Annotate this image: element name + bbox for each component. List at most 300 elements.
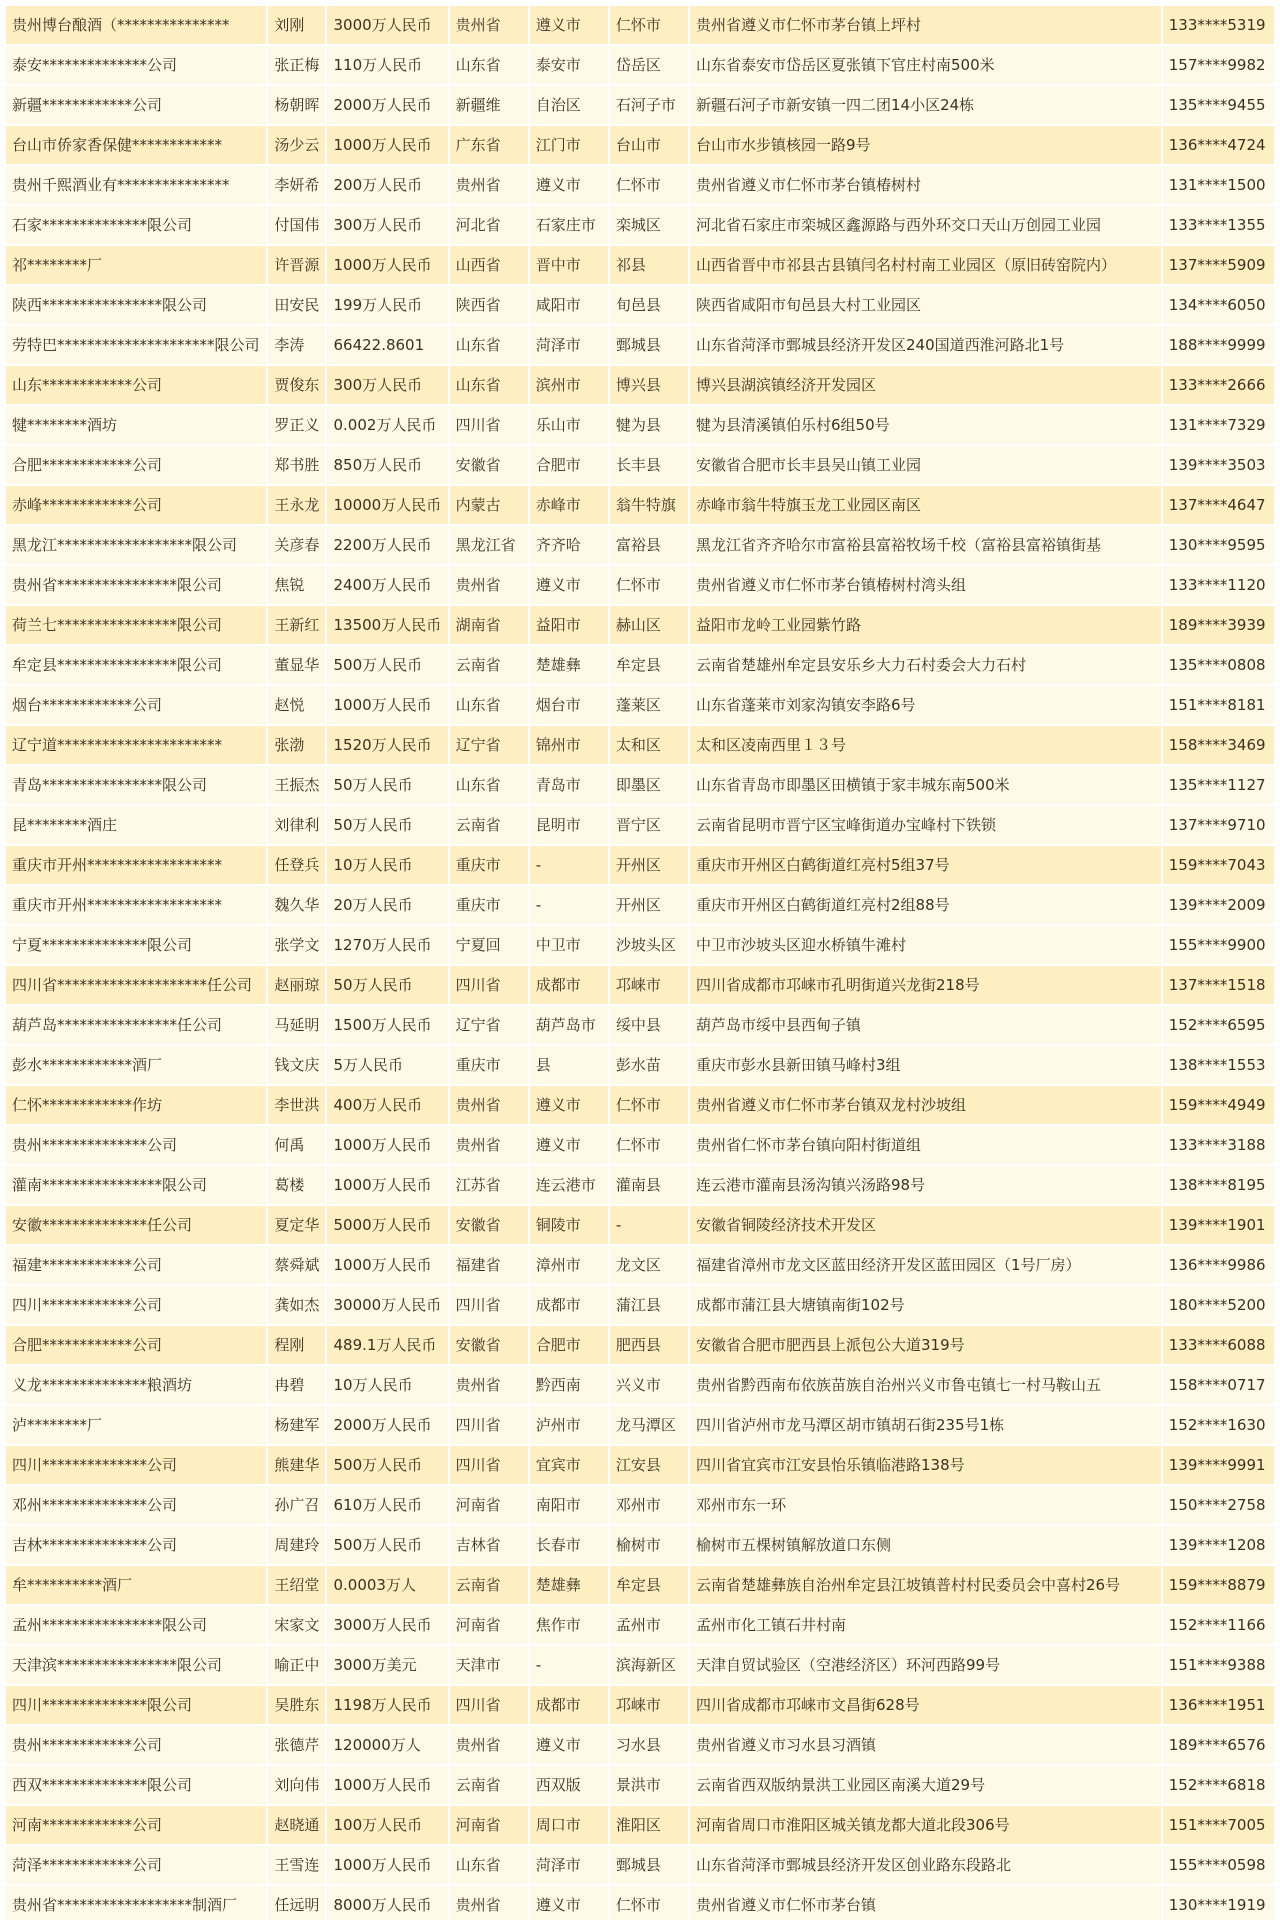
- registered-capital-cell: 10000万人民币: [327, 486, 447, 524]
- city-cell: 漳州市: [530, 1246, 608, 1284]
- legal-representative-cell: 宋家文: [268, 1606, 325, 1644]
- address-cell: 贵州省遵义市仁怀市茅台镇上坪村: [690, 6, 1161, 44]
- city-cell: 晋中市: [530, 246, 608, 284]
- phone-cell: 133****2666: [1163, 366, 1274, 404]
- district-cell: 邛崃市: [610, 1686, 688, 1724]
- address-cell: 葫芦岛市绥中县西甸子镇: [690, 1006, 1161, 1044]
- company-name-cell: 天津滨****************限公司: [6, 1646, 266, 1684]
- table-row: [6, 606, 1274, 644]
- legal-representative-cell: 龚如杰: [268, 1286, 325, 1324]
- province-cell: 贵州省: [450, 166, 528, 204]
- legal-representative-cell: 赵悦: [268, 686, 325, 724]
- province-cell: 山东省: [450, 1846, 528, 1884]
- address-cell: 河南省周口市淮阳区城关镇龙都大道北段306号: [690, 1806, 1161, 1844]
- province-cell: 山东省: [450, 326, 528, 364]
- registered-capital-cell: 5万人民币: [327, 1046, 447, 1084]
- phone-cell: 139****1901: [1163, 1206, 1274, 1244]
- legal-representative-cell: 王绍堂: [268, 1566, 325, 1604]
- district-cell: 肥西县: [610, 1326, 688, 1364]
- phone-cell: 136****1951: [1163, 1686, 1274, 1724]
- table-row: [6, 566, 1274, 604]
- registered-capital-cell: 500万人民币: [327, 1526, 447, 1564]
- table-row: [6, 846, 1274, 884]
- company-name-cell: 犍********酒坊: [6, 406, 266, 444]
- address-cell: 贵州省遵义市仁怀市茅台镇椿树村湾头组: [690, 566, 1161, 604]
- company-name-cell: 合肥************公司: [6, 1326, 266, 1364]
- table-row: [6, 1366, 1274, 1404]
- registered-capital-cell: 0.002万人民币: [327, 406, 447, 444]
- address-cell: 山东省菏泽市鄄城县经济开发区240国道西淮河路北1号: [690, 326, 1161, 364]
- district-cell: 蓬莱区: [610, 686, 688, 724]
- phone-cell: 151****7005: [1163, 1806, 1274, 1844]
- registered-capital-cell: 500万人民币: [327, 1446, 447, 1484]
- province-cell: 河北省: [450, 206, 528, 244]
- address-cell: 四川省宜宾市江安县怡乐镇临港路138号: [690, 1446, 1161, 1484]
- company-name-cell: 菏泽************公司: [6, 1846, 266, 1884]
- company-name-cell: 吉林**************公司: [6, 1526, 266, 1564]
- table-row: [6, 46, 1274, 84]
- phone-cell: 131****1500: [1163, 166, 1274, 204]
- province-cell: 四川省: [450, 1446, 528, 1484]
- district-cell: 灌南县: [610, 1166, 688, 1204]
- district-cell: 开州区: [610, 846, 688, 884]
- company-name-cell: 福建************公司: [6, 1246, 266, 1284]
- legal-representative-cell: 赵丽琼: [268, 966, 325, 1004]
- district-cell: 习水县: [610, 1726, 688, 1764]
- district-cell: 牟定县: [610, 646, 688, 684]
- table-row: [6, 1646, 1274, 1684]
- district-cell: 博兴县: [610, 366, 688, 404]
- legal-representative-cell: 何禹: [268, 1126, 325, 1164]
- phone-cell: 135****0808: [1163, 646, 1274, 684]
- address-cell: 云南省西双版纳景洪工业园区南溪大道29号: [690, 1766, 1161, 1804]
- table-row: [6, 126, 1274, 164]
- company-name-cell: 新疆************公司: [6, 86, 266, 124]
- district-cell: 开州区: [610, 886, 688, 924]
- legal-representative-cell: 董显华: [268, 646, 325, 684]
- legal-representative-cell: 冉碧: [268, 1366, 325, 1404]
- city-cell: 昆明市: [530, 806, 608, 844]
- legal-representative-cell: 熊建华: [268, 1446, 325, 1484]
- table-row: [6, 86, 1274, 124]
- phone-cell: 158****3469: [1163, 726, 1274, 764]
- city-cell: 遵义市: [530, 1126, 608, 1164]
- table-row: [6, 1486, 1274, 1524]
- city-cell: 成都市: [530, 966, 608, 1004]
- city-cell: 菏泽市: [530, 326, 608, 364]
- table-row: [6, 806, 1274, 844]
- table-row: [6, 1406, 1274, 1444]
- address-cell: 益阳市龙岭工业园紫竹路: [690, 606, 1161, 644]
- table-row: [6, 1806, 1274, 1844]
- legal-representative-cell: 刘向伟: [268, 1766, 325, 1804]
- city-cell: 西双版: [530, 1766, 608, 1804]
- company-name-cell: 贵州千熙酒业有***************: [6, 166, 266, 204]
- phone-cell: 189****3939: [1163, 606, 1274, 644]
- company-name-cell: 四川**************限公司: [6, 1686, 266, 1724]
- city-cell: 乐山市: [530, 406, 608, 444]
- table-row: [6, 1326, 1274, 1364]
- province-cell: 重庆市: [450, 886, 528, 924]
- company-name-cell: 荷兰七****************限公司: [6, 606, 266, 644]
- legal-representative-cell: 张德芹: [268, 1726, 325, 1764]
- legal-representative-cell: 孙广召: [268, 1486, 325, 1524]
- legal-representative-cell: 罗正义: [268, 406, 325, 444]
- table-row: [6, 766, 1274, 804]
- legal-representative-cell: 汤少云: [268, 126, 325, 164]
- phone-cell: 152****6818: [1163, 1766, 1274, 1804]
- province-cell: 湖南省: [450, 606, 528, 644]
- address-cell: 成都市蒲江县大塘镇南街102号: [690, 1286, 1161, 1324]
- city-cell: 成都市: [530, 1286, 608, 1324]
- registered-capital-cell: 8000万人民币: [327, 1886, 447, 1920]
- registered-capital-cell: 13500万人民币: [327, 606, 447, 644]
- company-name-cell: 石家**************限公司: [6, 206, 266, 244]
- phone-cell: 139****9991: [1163, 1446, 1274, 1484]
- registered-capital-cell: 489.1万人民币: [327, 1326, 447, 1364]
- address-cell: 贵州省遵义市仁怀市茅台镇: [690, 1886, 1161, 1920]
- city-cell: 合肥市: [530, 446, 608, 484]
- company-name-cell: 重庆市开州******************: [6, 846, 266, 884]
- address-cell: 四川省泸州市龙马潭区胡市镇胡石街235号1栋: [690, 1406, 1161, 1444]
- legal-representative-cell: 李妍希: [268, 166, 325, 204]
- phone-cell: 138****1553: [1163, 1046, 1274, 1084]
- company-name-cell: 辽宁道**********************: [6, 726, 266, 764]
- company-name-cell: 山东************公司: [6, 366, 266, 404]
- table-row: [6, 286, 1274, 324]
- phone-cell: 136****9986: [1163, 1246, 1274, 1284]
- company-name-cell: 陕西****************限公司: [6, 286, 266, 324]
- city-cell: 遵义市: [530, 6, 608, 44]
- province-cell: 河南省: [450, 1486, 528, 1524]
- address-cell: 连云港市灌南县汤沟镇兴汤路98号: [690, 1166, 1161, 1204]
- district-cell: 滨海新区: [610, 1646, 688, 1684]
- registered-capital-cell: 50万人民币: [327, 966, 447, 1004]
- phone-cell: 157****9982: [1163, 46, 1274, 84]
- address-cell: 山东省泰安市岱岳区夏张镇下官庄村南500米: [690, 46, 1161, 84]
- legal-representative-cell: 马延明: [268, 1006, 325, 1044]
- legal-representative-cell: 焦锐: [268, 566, 325, 604]
- province-cell: 云南省: [450, 646, 528, 684]
- district-cell: 翁牛特旗: [610, 486, 688, 524]
- company-name-cell: 泸********厂: [6, 1406, 266, 1444]
- legal-representative-cell: 郑书胜: [268, 446, 325, 484]
- phone-cell: 137****9710: [1163, 806, 1274, 844]
- legal-representative-cell: 程刚: [268, 1326, 325, 1364]
- province-cell: 贵州省: [450, 1126, 528, 1164]
- legal-representative-cell: 付国伟: [268, 206, 325, 244]
- district-cell: 栾城区: [610, 206, 688, 244]
- phone-cell: 155****0598: [1163, 1846, 1274, 1884]
- province-cell: 四川省: [450, 1286, 528, 1324]
- table-row: [6, 1766, 1274, 1804]
- address-cell: 云南省楚雄州牟定县安乐乡大力石村委会大力石村: [690, 646, 1161, 684]
- registered-capital-cell: 1000万人民币: [327, 1766, 447, 1804]
- city-cell: -: [530, 1646, 608, 1684]
- city-cell: 铜陵市: [530, 1206, 608, 1244]
- phone-cell: 130****1919: [1163, 1886, 1274, 1920]
- table-row: [6, 646, 1274, 684]
- table-row: [6, 886, 1274, 924]
- legal-representative-cell: 王振杰: [268, 766, 325, 804]
- city-cell: 遵义市: [530, 1886, 608, 1920]
- province-cell: 吉林省: [450, 1526, 528, 1564]
- province-cell: 天津市: [450, 1646, 528, 1684]
- company-name-cell: 安徽**************任公司: [6, 1206, 266, 1244]
- province-cell: 云南省: [450, 1766, 528, 1804]
- registered-capital-cell: 110万人民币: [327, 46, 447, 84]
- province-cell: 山东省: [450, 366, 528, 404]
- city-cell: 遵义市: [530, 566, 608, 604]
- phone-cell: 188****9999: [1163, 326, 1274, 364]
- legal-representative-cell: 喻正中: [268, 1646, 325, 1684]
- address-cell: 贵州省遵义市仁怀市茅台镇椿树村: [690, 166, 1161, 204]
- company-name-cell: 重庆市开州******************: [6, 886, 266, 924]
- legal-representative-cell: 田安民: [268, 286, 325, 324]
- city-cell: 楚雄彝: [530, 1566, 608, 1604]
- company-name-cell: 贵州**************公司: [6, 1126, 266, 1164]
- registered-capital-cell: 300万人民币: [327, 366, 447, 404]
- table-row: [6, 966, 1274, 1004]
- registered-capital-cell: 1000万人民币: [327, 1166, 447, 1204]
- company-name-cell: 四川省********************任公司: [6, 966, 266, 1004]
- phone-cell: 133****6088: [1163, 1326, 1274, 1364]
- city-cell: 泰安市: [530, 46, 608, 84]
- city-cell: 江门市: [530, 126, 608, 164]
- address-cell: 福建省漳州市龙文区蓝田经济开发区蓝田园区（1号厂房）: [690, 1246, 1161, 1284]
- province-cell: 安徽省: [450, 1206, 528, 1244]
- phone-cell: 139****3503: [1163, 446, 1274, 484]
- table-row: [6, 366, 1274, 404]
- phone-cell: 133****1120: [1163, 566, 1274, 604]
- registered-capital-cell: 0.0003万人: [327, 1566, 447, 1604]
- legal-representative-cell: 关彦春: [268, 526, 325, 564]
- company-name-cell: 河南************公司: [6, 1806, 266, 1844]
- registered-capital-cell: 66422.8601: [327, 326, 447, 364]
- province-cell: 贵州省: [450, 1886, 528, 1920]
- city-cell: 锦州市: [530, 726, 608, 764]
- address-cell: 太和区凌南西里１３号: [690, 726, 1161, 764]
- table-row: [6, 1686, 1274, 1724]
- phone-cell: 139****2009: [1163, 886, 1274, 924]
- city-cell: 县: [530, 1046, 608, 1084]
- address-cell: 云南省楚雄彝族自治州牟定县江坡镇普村村民委员会中喜村26号: [690, 1566, 1161, 1604]
- address-cell: 重庆市开州区白鹤街道红亮村5组37号: [690, 846, 1161, 884]
- phone-cell: 135****9455: [1163, 86, 1274, 124]
- registered-capital-cell: 1500万人民币: [327, 1006, 447, 1044]
- district-cell: 仁怀市: [610, 1886, 688, 1920]
- company-name-cell: 贵州省****************限公司: [6, 566, 266, 604]
- registered-capital-cell: 1000万人民币: [327, 1126, 447, 1164]
- province-cell: 新疆维: [450, 86, 528, 124]
- district-cell: 旬邑县: [610, 286, 688, 324]
- district-cell: 仁怀市: [610, 566, 688, 604]
- company-name-cell: 西双**************限公司: [6, 1766, 266, 1804]
- district-cell: 仁怀市: [610, 6, 688, 44]
- table-row: [6, 1166, 1274, 1204]
- company-name-cell: 祁********厂: [6, 246, 266, 284]
- city-cell: 滨州市: [530, 366, 608, 404]
- district-cell: 仁怀市: [610, 1086, 688, 1124]
- table-row: [6, 1846, 1274, 1884]
- registered-capital-cell: 1000万人民币: [327, 1846, 447, 1884]
- province-cell: 宁夏回: [450, 926, 528, 964]
- district-cell: 沙坡头区: [610, 926, 688, 964]
- phone-cell: 180****5200: [1163, 1286, 1274, 1324]
- city-cell: -: [530, 886, 608, 924]
- address-cell: 安徽省合肥市肥西县上派包公大道319号: [690, 1326, 1161, 1364]
- phone-cell: 158****0717: [1163, 1366, 1274, 1404]
- district-cell: 江安县: [610, 1446, 688, 1484]
- table-row: [6, 726, 1274, 764]
- phone-cell: 135****1127: [1163, 766, 1274, 804]
- registered-capital-cell: 2000万人民币: [327, 86, 447, 124]
- province-cell: 广东省: [450, 126, 528, 164]
- district-cell: 台山市: [610, 126, 688, 164]
- company-name-cell: 义龙**************粮酒坊: [6, 1366, 266, 1404]
- province-cell: 山东省: [450, 766, 528, 804]
- province-cell: 内蒙古: [450, 486, 528, 524]
- district-cell: 龙文区: [610, 1246, 688, 1284]
- company-name-cell: 贵州省******************制酒厂: [6, 1886, 266, 1920]
- company-name-cell: 青岛****************限公司: [6, 766, 266, 804]
- address-cell: 新疆石河子市新安镇一四二团14小区24栋: [690, 86, 1161, 124]
- company-name-cell: 牟定县****************限公司: [6, 646, 266, 684]
- district-cell: 赫山区: [610, 606, 688, 644]
- address-cell: 山西省晋中市祁县古县镇闫名村村南工业园区（原旧砖窑院内）: [690, 246, 1161, 284]
- registered-capital-cell: 3000万人民币: [327, 6, 447, 44]
- district-cell: 富裕县: [610, 526, 688, 564]
- phone-cell: 152****1630: [1163, 1406, 1274, 1444]
- company-name-cell: 灌南****************限公司: [6, 1166, 266, 1204]
- phone-cell: 159****4949: [1163, 1086, 1274, 1124]
- address-cell: 榆树市五棵树镇解放道口东侧: [690, 1526, 1161, 1564]
- phone-cell: 137****5909: [1163, 246, 1274, 284]
- legal-representative-cell: 周建玲: [268, 1526, 325, 1564]
- address-cell: 四川省成都市邛崃市文昌街628号: [690, 1686, 1161, 1724]
- table-row: [6, 1286, 1274, 1324]
- company-name-cell: 宁夏**************限公司: [6, 926, 266, 964]
- company-name-cell: 赤峰************公司: [6, 486, 266, 524]
- address-cell: 四川省成都市邛崃市孔明街道兴龙街218号: [690, 966, 1161, 1004]
- city-cell: 齐齐哈: [530, 526, 608, 564]
- address-cell: 博兴县湖滨镇经济开发园区: [690, 366, 1161, 404]
- province-cell: 贵州省: [450, 1726, 528, 1764]
- province-cell: 安徽省: [450, 1326, 528, 1364]
- city-cell: 益阳市: [530, 606, 608, 644]
- registered-capital-cell: 2000万人民币: [327, 1406, 447, 1444]
- table-row: [6, 1606, 1274, 1644]
- company-name-cell: 牟**********酒厂: [6, 1566, 266, 1604]
- registered-capital-cell: 50万人民币: [327, 806, 447, 844]
- address-cell: 陕西省咸阳市旬邑县大村工业园区: [690, 286, 1161, 324]
- district-cell: 仁怀市: [610, 166, 688, 204]
- province-cell: 安徽省: [450, 446, 528, 484]
- district-cell: 彭水苗: [610, 1046, 688, 1084]
- table-row: [6, 1086, 1274, 1124]
- province-cell: 重庆市: [450, 846, 528, 884]
- district-cell: 龙马潭区: [610, 1406, 688, 1444]
- company-table-body: [6, 6, 1274, 1920]
- legal-representative-cell: 刘律利: [268, 806, 325, 844]
- phone-cell: 152****6595: [1163, 1006, 1274, 1044]
- registered-capital-cell: 1000万人民币: [327, 1246, 447, 1284]
- registered-capital-cell: 10万人民币: [327, 846, 447, 884]
- district-cell: 太和区: [610, 726, 688, 764]
- company-name-cell: 昆********酒庄: [6, 806, 266, 844]
- city-cell: 自治区: [530, 86, 608, 124]
- company-name-cell: 黑龙江******************限公司: [6, 526, 266, 564]
- district-cell: 祁县: [610, 246, 688, 284]
- registered-capital-cell: 500万人民币: [327, 646, 447, 684]
- company-name-cell: 贵州博台酿酒（***************: [6, 6, 266, 44]
- table-row: [6, 486, 1274, 524]
- company-name-cell: 彭水************酒厂: [6, 1046, 266, 1084]
- phone-cell: 152****1166: [1163, 1606, 1274, 1644]
- legal-representative-cell: 李世洪: [268, 1086, 325, 1124]
- province-cell: 山东省: [450, 46, 528, 84]
- phone-cell: 138****8195: [1163, 1166, 1274, 1204]
- table-row: [6, 446, 1274, 484]
- registered-capital-cell: 30000万人民币: [327, 1286, 447, 1324]
- phone-cell: 131****7329: [1163, 406, 1274, 444]
- legal-representative-cell: 任登兵: [268, 846, 325, 884]
- province-cell: 山东省: [450, 686, 528, 724]
- table-row: [6, 1726, 1274, 1764]
- company-name-cell: 四川**************公司: [6, 1446, 266, 1484]
- province-cell: 四川省: [450, 1406, 528, 1444]
- district-cell: 鄄城县: [610, 326, 688, 364]
- legal-representative-cell: 钱文庆: [268, 1046, 325, 1084]
- province-cell: 黑龙江省: [450, 526, 528, 564]
- city-cell: 成都市: [530, 1686, 608, 1724]
- address-cell: 重庆市彭水县新田镇马峰村3组: [690, 1046, 1161, 1084]
- address-cell: 黑龙江省齐齐哈尔市富裕县富裕牧场千校（富裕县富裕镇街基: [690, 526, 1161, 564]
- registered-capital-cell: 1000万人民币: [327, 686, 447, 724]
- city-cell: 焦作市: [530, 1606, 608, 1644]
- phone-cell: 133****1355: [1163, 206, 1274, 244]
- registered-capital-cell: 5000万人民币: [327, 1206, 447, 1244]
- legal-representative-cell: 任远明: [268, 1886, 325, 1920]
- registered-capital-cell: 1000万人民币: [327, 246, 447, 284]
- table-row: [6, 1886, 1274, 1920]
- legal-representative-cell: 刘刚: [268, 6, 325, 44]
- address-cell: 山东省蓬莱市刘家沟镇安李路6号: [690, 686, 1161, 724]
- address-cell: 天津自贸试验区（空港经济区）环河西路99号: [690, 1646, 1161, 1684]
- phone-cell: 130****9595: [1163, 526, 1274, 564]
- province-cell: 重庆市: [450, 1046, 528, 1084]
- city-cell: 中卫市: [530, 926, 608, 964]
- district-cell: 榆树市: [610, 1526, 688, 1564]
- district-cell: -: [610, 1206, 688, 1244]
- district-cell: 兴义市: [610, 1366, 688, 1404]
- city-cell: 石家庄市: [530, 206, 608, 244]
- city-cell: 咸阳市: [530, 286, 608, 324]
- table-row: [6, 326, 1274, 364]
- phone-cell: 139****1208: [1163, 1526, 1274, 1564]
- district-cell: 淮阳区: [610, 1806, 688, 1844]
- city-cell: 赤峰市: [530, 486, 608, 524]
- table-row: [6, 1006, 1274, 1044]
- company-name-cell: 贵州************公司: [6, 1726, 266, 1764]
- legal-representative-cell: 夏定华: [268, 1206, 325, 1244]
- address-cell: 孟州市化工镇石井村南: [690, 1606, 1161, 1644]
- legal-representative-cell: 王雪连: [268, 1846, 325, 1884]
- registered-capital-cell: 120000万人: [327, 1726, 447, 1764]
- company-table: [4, 4, 1276, 1920]
- registered-capital-cell: 400万人民币: [327, 1086, 447, 1124]
- registered-capital-cell: 3000万人民币: [327, 1606, 447, 1644]
